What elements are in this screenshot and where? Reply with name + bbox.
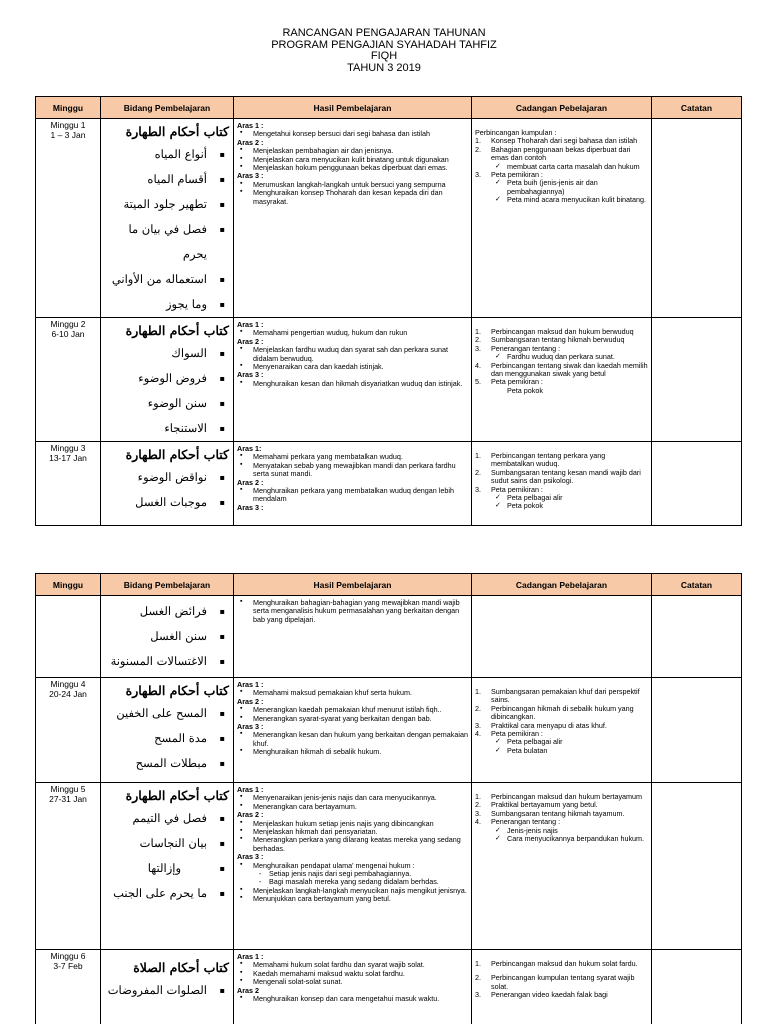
list-item: ▪ المسح على الخفين xyxy=(105,701,229,726)
notes-cell xyxy=(652,596,742,678)
list-item: 4. Penerangan tentang : ✓ Jenis-jenis najis ✓ Cara menyucikannya berpandukan hukum. xyxy=(475,818,648,843)
aras-label: Aras 2 : xyxy=(237,810,264,820)
aras-label: Aras 3 : xyxy=(237,171,264,181)
table-header-row xyxy=(36,574,742,596)
list-item: ▪ Menyenaraikan cara dan kaedah istinjak. xyxy=(237,363,468,371)
week-cell xyxy=(36,318,101,442)
list-item: ✓ Peta pelbagai alir xyxy=(475,494,648,502)
outcome-cell xyxy=(234,442,472,526)
list-item: ▪ وإزالتها xyxy=(105,856,229,881)
list-item: ▪ Memahami pengertian wuduq, hukum dan rukun xyxy=(237,329,468,337)
list-item: ✓ Peta buih (jenis-jenis air dan pembahagiannya) xyxy=(475,179,648,196)
list-item: ▪ Menjelaskan pembahagian air dan jenisnya. xyxy=(237,147,468,155)
aras-label: Aras 1 : xyxy=(237,785,264,794)
list-item: ▪ السواك xyxy=(105,341,229,366)
aras-label: Aras 2 : xyxy=(237,696,264,706)
aras-label: Aras 3 : xyxy=(237,502,264,512)
week-label: Minggu 2 xyxy=(50,319,86,329)
list-item: ▪ Menerangkan perkara yang dilarang keatas mereka yang sedang berhadas. xyxy=(237,836,468,853)
list-item: 1. Sumbangsaran pemakaian khuf dari perspektif sains. xyxy=(475,687,640,705)
suggestion-cell xyxy=(472,783,652,950)
list-item: ▪ Menjelaskan hokum penggunaan bekas diperbuat dari emas. xyxy=(237,164,468,172)
topic-list xyxy=(105,465,229,515)
suggestion-cell xyxy=(472,318,652,442)
list-item: ▪ أنواع المياه xyxy=(105,142,229,167)
list-item: ▪ نواقض الوضوء xyxy=(105,465,229,490)
list-item: ✓ Jenis-jenis najis xyxy=(475,827,648,835)
topic-cell xyxy=(101,596,234,678)
outcome-cell xyxy=(234,950,472,1024)
list-item: 2. Perbincangan hikmah di sebalik hukum yang dibincangkan. xyxy=(475,703,634,722)
notes-cell xyxy=(652,950,742,1024)
aras-label: Aras 3 : xyxy=(237,370,264,380)
week-cell xyxy=(36,950,101,1024)
list-item: 4. Peta pemikiran : ✓ Peta pelbagai alir ✓ Peta bulatan xyxy=(475,730,648,755)
list-item: ▪ Menghuraikan hikmah di sebalik hukum. xyxy=(237,748,468,756)
list-item: - Setiap jenis najis dari segi pembahagiannya. xyxy=(237,870,468,878)
list-item: 1. Konsep Thoharah dari segi bahasa dan istilah xyxy=(475,136,638,146)
week-label: Minggu 4 xyxy=(50,679,86,689)
list-item: ▪ فروض الوضوء xyxy=(105,366,229,391)
aras-label: Aras 1: xyxy=(237,444,262,453)
list-item: ▪ Menunjukkan cara bertayamum yang betul. xyxy=(237,895,468,903)
col-minggu: Minggu xyxy=(36,97,101,119)
kitab-title: كتاب أحكام الطهارة xyxy=(125,683,229,698)
list-item: ▪ Menjelaskan langkah-langkah menyucikan najis mengikut jenisnya. xyxy=(237,887,468,895)
list-item: 3. Penerangan video kaedah falak bagi xyxy=(475,990,608,1000)
list-item: 1. Perbincangan maksud dan hukum bertayamum xyxy=(475,792,643,801)
week-date: 20-24 Jan xyxy=(49,688,87,699)
list-item: ▪ Menghuraikan konsep dan cara mengetahui masuk waktu. xyxy=(237,995,468,1003)
col-hasil: Hasil Pembelajaran xyxy=(234,574,472,596)
col-cadangan: Cadangan Pebelajaran xyxy=(472,574,652,596)
week-date: 13-17 Jan xyxy=(49,452,87,463)
suggestion-cell xyxy=(472,678,652,783)
list-item: ▪ أقسام المياه xyxy=(105,167,229,192)
list-item: ▪ Menjelaskan cara menyucikan kulit binatang untuk digunakan xyxy=(237,156,468,164)
col-catatan: Catatan xyxy=(652,97,742,119)
suggestion-cell xyxy=(472,596,652,678)
list-item: 2. Praktikal bertayamum yang betul. xyxy=(475,800,598,810)
list-item: Peta pokok xyxy=(507,385,543,395)
topic-list xyxy=(105,701,229,776)
week-cell xyxy=(36,596,101,678)
week-cell xyxy=(36,119,101,318)
notes-cell xyxy=(652,119,742,318)
list-item: ✓ Peta bulatan xyxy=(475,747,648,755)
list-item: ▪ Menghuraikan bahagian-bahagian yang mewajibkan mandi wajib serta menganalisis hukum permasalahan yang berkaitan dengan bab yang dipelajari. xyxy=(237,599,468,624)
list-item: ▪ Memahami maksud pemakaian khuf serta hukum. xyxy=(237,689,468,697)
week-cell xyxy=(36,783,101,950)
list-item: 2. Bahagian penggunaan bekas diperbuat dari emas dan contoh ✓ membuat carta carta masalah dan hukum xyxy=(475,146,648,171)
suggestion-cell xyxy=(472,442,652,526)
list-item: 3. Peta pemikiran : ✓ Peta pelbagai alir ✓ Peta pokok xyxy=(475,486,648,511)
table-row xyxy=(36,596,742,678)
list-item: 4. Perbincangan tentang siwak dan kaedah memilih dan menggunakan siwak yang betul xyxy=(475,360,648,379)
kitab-title: كتاب أحكام الطهارة xyxy=(125,447,229,462)
outcome-cell xyxy=(234,783,472,950)
week-label: Minggu 5 xyxy=(50,784,86,794)
list-item: ▪ Menghuraikan perkara yang membatalkan wuduq dengan lebih mendalam xyxy=(237,487,468,504)
list-item: ▪ Memahami perkara yang membatalkan wuduq. xyxy=(237,453,468,461)
aras-label: Aras 2 : xyxy=(237,336,264,346)
topic-list xyxy=(105,142,229,317)
aras-label: Aras 3 : xyxy=(237,852,264,862)
list-item: ▪ مدة المسح xyxy=(105,726,229,751)
topic-cell xyxy=(101,678,234,783)
list-item: ▪ سنن الغسل xyxy=(105,624,229,649)
list-item: ▪ Menyenaraikan jenis-jenis najis dan cara menyucikannya. xyxy=(237,794,468,802)
topic-cell xyxy=(101,119,234,318)
table-row xyxy=(36,318,742,442)
list-item: ▪ وما يجوز xyxy=(105,292,229,317)
list-item: ▪ Menerangkan cara bertayamum. xyxy=(237,803,468,811)
list-item: ▪ تطهير جلود الميتة xyxy=(105,192,229,217)
topic-cell xyxy=(101,950,234,1024)
list-item: 1. Perbincangan tentang perkara yang membatalkan wuduq. xyxy=(475,451,606,469)
list-item: 3. Praktikal cara menyapu di atas khuf. xyxy=(475,720,607,730)
list-item: ▪ Menjelaskan fardhu wuduq dan syarat sah dan perkara sunat didalam berwuduq. xyxy=(237,346,468,363)
notes-cell xyxy=(652,783,742,950)
list-item: ▪ Menjelaskan hikmah dari pensyariatan. xyxy=(237,828,468,836)
suggestion-cell xyxy=(472,950,652,1024)
list-item: ▪ Menerangkan kesan dan hukum yang berkaitan dengan pemakaian khuf. xyxy=(237,731,468,748)
col-bidang: Bidang Pembelajaran xyxy=(101,574,234,596)
header-line-3: FIQH xyxy=(370,50,398,62)
outcome-cell xyxy=(234,318,472,442)
list-item: ▪ Menyatakan sebab yang mewajibkan mandi dan perkara fardhu serta sunat mandi. xyxy=(237,462,468,479)
outcome-cell xyxy=(234,678,472,783)
topic-list xyxy=(105,806,229,906)
col-hasil: Hasil Pembelajaran xyxy=(234,97,472,119)
week-date: 6-10 Jan xyxy=(51,328,85,339)
list-item: 3. Penerangan tentang : ✓ Fardhu wuduq dan perkara sunat. xyxy=(475,345,648,362)
topic-list xyxy=(105,341,229,441)
aras-label: Aras 2 xyxy=(237,985,259,995)
week-date: 27-31 Jan xyxy=(49,793,87,804)
list-item: 2. Perbincangan kumpulan tentang syarat wajib solat. xyxy=(475,973,635,991)
kitab-title: كتاب أحكام الطهارة xyxy=(125,124,229,139)
list-item: ✓ Fardhu wuduq dan perkara sunat. xyxy=(475,353,648,361)
list-item: ▪ Merumuskan langkah-langkah untuk bersuci yang sempurna xyxy=(237,181,468,189)
list-item: 2. Sumbangsaran tentang kesan mandi wajib dari sudut sains dan psikologi. xyxy=(475,467,641,486)
kitab-title: كتاب أحكام الطهارة xyxy=(125,323,229,338)
list-item: 1. Perbincangan maksud dan hukum solat fardu. xyxy=(475,959,638,968)
list-item: ▪ Memahami hukum solat fardhu dan syarat wajib solat. xyxy=(237,961,468,969)
table-row xyxy=(36,678,742,783)
aras-label: Aras 1 : xyxy=(237,680,264,689)
aras-label: Aras 1 : xyxy=(237,952,264,961)
list-item: 5. Peta pemikiran : Peta pokok xyxy=(475,378,648,395)
outcome-cell xyxy=(234,596,472,678)
week-label: Minggu 1 xyxy=(50,120,86,130)
list-item: ▪ سنن الوضوء xyxy=(105,391,229,416)
list-item: ▪ Menjelaskan hukum setiap jenis najis yang dibincangkan xyxy=(237,820,468,828)
topic-list xyxy=(105,599,229,674)
list-item: ▪ Menghuraikan pendapat ulama' mengenai hukum : - Setiap jenis najis dari segi pembahagiannya. - Bagi masalah mereka yang sedang didalam berhdas. xyxy=(237,862,468,887)
week-cell xyxy=(36,442,101,526)
list-item: ✓ Peta pelbagai alir xyxy=(475,738,648,746)
week-date: 3-7 Feb xyxy=(53,960,83,971)
notes-cell xyxy=(652,442,742,526)
list-item: ▪ فصل في التيمم xyxy=(105,806,229,831)
list-item: ✓ Peta pokok xyxy=(475,502,648,510)
list-item: ▪ Mengetahui konsep bersuci dari segi bahasa dan istilah xyxy=(237,130,468,138)
kitab-title: كتاب أحكام الصلاة xyxy=(133,960,229,975)
col-catatan: Catatan xyxy=(652,574,742,596)
plan-table-2 xyxy=(35,573,742,1024)
list-item: ▪ Menerangkan syarat-syarat yang berkaitan dengan bab. xyxy=(237,715,468,723)
aras-label: Aras 3 : xyxy=(237,722,264,732)
topic-cell xyxy=(101,783,234,950)
list-item: ▪ بيان النجاسات xyxy=(105,831,229,856)
table-header-row xyxy=(36,97,742,119)
header-line-2: PROGRAM PENGAJIAN SYAHADAH TAHFIZ xyxy=(271,38,497,51)
aras-label: Aras 2 : xyxy=(237,137,264,147)
suggestion-cell xyxy=(472,119,652,318)
week-cell xyxy=(36,678,101,783)
list-item: ▪ مبطلات المسح xyxy=(105,751,229,776)
col-bidang: Bidang Pembelajaran xyxy=(101,97,234,119)
list-item: ▪ الاستنجاء xyxy=(105,416,229,441)
col-minggu: Minggu xyxy=(36,574,101,596)
list-item: 1. Perbincangan maksud dan hukum berwuduq xyxy=(475,327,634,336)
list-item: ▪ الصلوات المفروضات xyxy=(105,978,229,1003)
list-item: ✓ Cara menyucikannya berpandukan hukum. xyxy=(475,835,648,843)
plan-table-1 xyxy=(35,96,742,526)
topic-cell xyxy=(101,318,234,442)
list-item: ✓ membuat carta carta masalah dan hukum xyxy=(475,163,648,171)
aras-label: Aras 1 : xyxy=(237,121,264,130)
list-item: ▪ Menerangkan kaedah pemakaian khuf menurut istilah fiqh.. xyxy=(237,706,468,714)
table-row xyxy=(36,119,742,318)
document-header xyxy=(0,28,768,74)
col-cadangan: Cadangan Pebelajaran xyxy=(472,97,652,119)
table-row xyxy=(36,783,742,950)
header-line-4: TAHUN 3 2019 xyxy=(347,61,421,74)
outcome-cell xyxy=(234,119,472,318)
list-item: ▪ ما يحرم على الجنب xyxy=(105,881,229,906)
list-item: 2. Sumbangsaran tentang hikmah berwuduq xyxy=(475,335,625,345)
list-item: ✓ Peta mind acara menyucikan kulit binatang. xyxy=(475,196,648,204)
aras-label: Aras 2 : xyxy=(237,477,264,487)
list-item: ▪ موجبات الغسل xyxy=(105,490,229,515)
list-item: ▪ الاغتسالات المسنونة xyxy=(105,649,229,674)
list-item: ▪ Kaedah memahami maksud waktu solat fardhu. xyxy=(237,970,468,978)
week-label: Minggu 6 xyxy=(50,951,86,961)
list-item: ▪ Mengenali solat-solat sunat. xyxy=(237,978,468,986)
header-line-1: RANCANGAN PENGAJARAN TAHUNAN xyxy=(282,27,486,39)
list-item: ▪ Menghuraikan kesan dan hikmah disyariatkan wuduq dan istinjak. xyxy=(237,380,468,388)
table-row xyxy=(36,442,742,526)
notes-cell xyxy=(652,678,742,783)
topic-cell xyxy=(101,442,234,526)
table-row xyxy=(36,950,742,1024)
aras-label: Aras 1 : xyxy=(237,320,264,329)
week-label: Minggu 3 xyxy=(50,443,86,453)
list-item: 3. Sumbangsaran tentang hikmah tayamum. xyxy=(475,808,625,818)
kitab-title: كتاب أحكام الطهارة xyxy=(125,788,229,803)
list-item: 3. Peta pemikiran : ✓ Peta buih (jenis-jenis air dan pembahagiannya) ✓ Peta mind acara menyucikan kulit binatang. xyxy=(475,171,648,205)
list-item: - Bagi masalah mereka yang sedang didalam berhdas. xyxy=(237,878,468,886)
list-item: ▪ استعماله من الأواني xyxy=(105,267,229,292)
list-item: ▪ فرائض الغسل xyxy=(105,599,229,624)
list-item: ▪ Menghuraikan konsep Thoharah dan kesan kepada diri dan masyrakat. xyxy=(237,189,468,206)
suggestion-title: Perbincangan kumpulan : xyxy=(475,128,557,137)
list-item: ▪ فصل في بيان ما يحرم xyxy=(105,217,229,267)
week-date: 1 – 3 Jan xyxy=(50,129,86,140)
notes-cell xyxy=(652,318,742,442)
topic-list xyxy=(105,978,229,1003)
